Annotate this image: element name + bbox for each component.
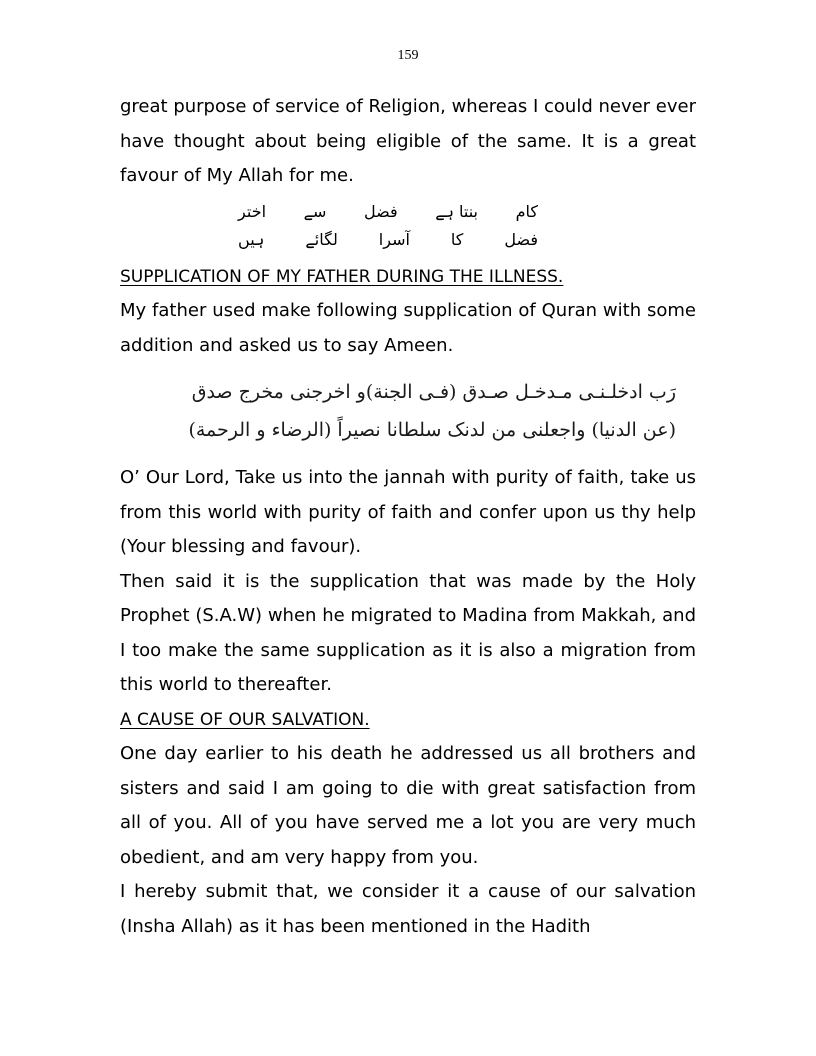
paragraph-last-address: One day earlier to his death he addressed us all brothers and sisters and said I am going to die with great satisfaction from all of you. All of you have served me a lot you are very much obedient, and am very happy from you. <box>120 743 696 868</box>
couplet-line-2 <box>238 226 538 254</box>
couplet-word: آسرا <box>378 229 410 249</box>
couplet-word: اختر <box>238 201 267 221</box>
arabic-supplication-line-1: رَب ادخلـنـی مـدخـل صـدق (فـی الجنة)و اخرجنی مخرج صدق <box>191 381 676 403</box>
couplet-word: بنتا ہے <box>435 201 479 221</box>
section-heading-salvation: A CAUSE OF OUR SALVATION. <box>120 709 370 730</box>
page-body <box>120 90 696 944</box>
couplet-word: سے <box>303 201 327 221</box>
couplet-word: کا <box>450 229 464 249</box>
paragraph-supplication-intro: My father used make following supplication of Quran with some addition and asked us to say Ameen. <box>120 300 696 356</box>
section-heading-supplication: SUPPLICATION OF MY FATHER DURING THE ILLNESS. <box>120 266 564 287</box>
paragraph-salvation: I hereby submit that, we consider it a cause of our salvation (Insha Allah) as it has been mentioned in the Hadith <box>120 881 696 937</box>
couplet-line-1 <box>238 198 538 226</box>
arabic-supplication-line-2: (عن الدنیا) واجعلنی من لدنک سلطانا نصیراً (الرضاء و الرحمة) <box>188 419 676 441</box>
couplet-word: کام <box>515 201 538 221</box>
couplet-word: فضل <box>363 201 398 221</box>
paragraph-continuation: great purpose of service of Religion, whereas I could never ever have thought about being eligible of the same. It is a great favour of My Allah for me. <box>120 96 697 186</box>
couplet-word: لگائے <box>305 229 338 249</box>
paragraph-translation: O’ Our Lord, Take us into the jannah with purity of faith, take us from this world with purity of faith and confer upon us thy help (Your blessing and favour). <box>120 467 696 557</box>
couplet-word: فضل <box>504 229 538 249</box>
arabic-supplication <box>120 373 676 449</box>
urdu-couplet <box>238 198 538 254</box>
couplet-word: ہیں <box>238 229 265 249</box>
page-number: 159 <box>397 48 419 63</box>
paragraph-explanation: Then said it is the supplication that was made by the Holy Prophet (S.A.W) when he migrated to Madina from Makkah, and I too make the same supplication as it is also a migration from this world to thereafter. <box>120 570 696 695</box>
